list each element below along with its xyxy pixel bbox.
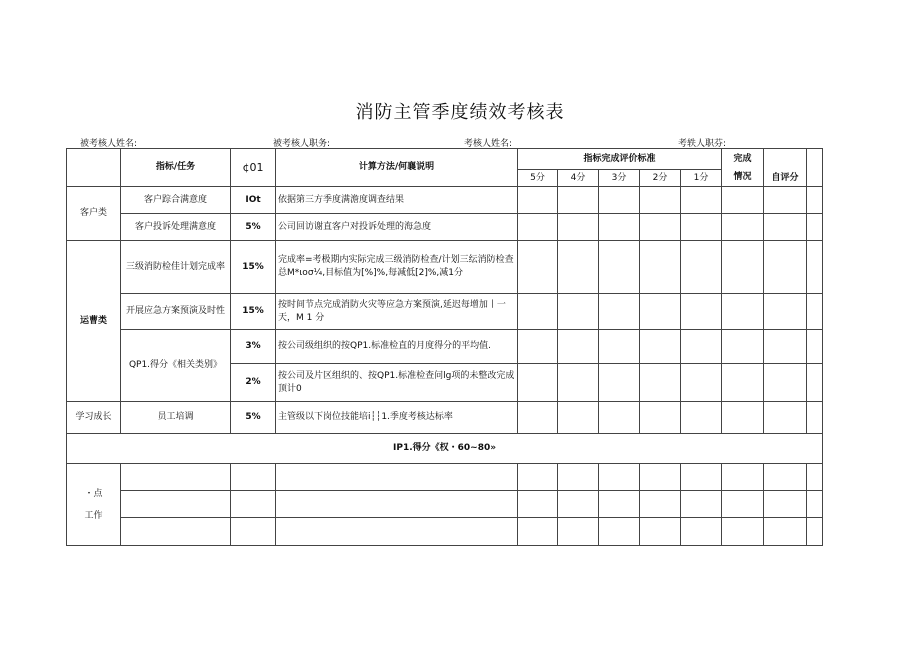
self-score-cell	[764, 294, 807, 330]
assessee-position-label: 被考核人职务:	[273, 139, 331, 149]
header-method: 计算方法/何襄说明	[276, 149, 518, 187]
key-work-cell	[121, 518, 231, 546]
score-cell	[518, 187, 558, 214]
indicator-drill: 开展应急方案预演及时性	[121, 294, 231, 330]
score-cell	[681, 330, 722, 364]
score-header-4: 4分	[558, 170, 599, 187]
key-work-cell	[276, 491, 518, 518]
score-cell	[681, 491, 722, 518]
key-work-dot: ・点	[84, 488, 103, 499]
score-cell	[599, 491, 640, 518]
score-cell	[681, 518, 722, 546]
method-qp1: 按公司级组织的按QP1.标准检直的月度得分的平均值.	[276, 330, 518, 364]
score-cell	[599, 187, 640, 214]
score-cell	[558, 402, 599, 434]
self-score-cell	[764, 187, 807, 214]
score-cell	[558, 491, 599, 518]
extra-cell	[807, 402, 823, 434]
score-cell	[558, 187, 599, 214]
category-key-work	[67, 464, 121, 546]
score-cell	[558, 518, 599, 546]
score-cell	[599, 464, 640, 491]
page-title: 消防主管季度绩效考核表	[355, 102, 565, 123]
category-learning: 学习成长	[67, 402, 121, 434]
key-work-cell	[121, 491, 231, 518]
indicator-qp: QP1.得分《相关类别》	[121, 330, 231, 402]
completion-cell	[722, 402, 764, 434]
extra-cell	[807, 241, 823, 294]
score-header-5: 5分	[518, 170, 558, 187]
score-cell	[681, 464, 722, 491]
assessment-table	[66, 148, 823, 546]
score-cell	[681, 364, 722, 402]
extra-cell	[807, 364, 823, 402]
score-cell	[599, 330, 640, 364]
score-cell	[640, 294, 681, 330]
completion-cell	[722, 187, 764, 214]
weight-training: 5%	[231, 402, 276, 434]
ip-summary-row: IP1.得分《权・60~80»	[67, 434, 823, 464]
header-indicator: 指标/任务	[121, 149, 231, 187]
completion-cell	[722, 241, 764, 294]
self-score-cell	[764, 464, 807, 491]
completion-cell	[722, 364, 764, 402]
score-cell	[640, 364, 681, 402]
score-cell	[518, 518, 558, 546]
score-cell	[640, 491, 681, 518]
weight-qp2: 2%	[231, 364, 276, 402]
score-cell	[518, 491, 558, 518]
method-satisfaction: 依据第三方季度满澹度调查结果	[276, 187, 518, 214]
key-work-cell	[121, 464, 231, 491]
key-work-cell	[231, 491, 276, 518]
score-cell	[599, 294, 640, 330]
score-cell	[640, 330, 681, 364]
score-cell	[518, 464, 558, 491]
header-standard: 指标完成评价标准	[518, 149, 722, 170]
extra-cell	[807, 294, 823, 330]
score-cell	[518, 364, 558, 402]
score-cell	[558, 330, 599, 364]
completion-cell	[722, 491, 764, 518]
indicator-inspection: 三级消防检佳计划完成率	[121, 241, 231, 294]
indicator-training: 员工培调	[121, 402, 231, 434]
key-work-cell	[231, 518, 276, 546]
method-training: 主管级以下岗位技能培i┆┆1.季度考核达标率	[276, 402, 518, 434]
self-score-cell	[764, 330, 807, 364]
score-cell	[681, 294, 722, 330]
score-cell	[518, 402, 558, 434]
score-header-3: 3分	[599, 170, 640, 187]
score-cell	[599, 518, 640, 546]
extra-cell	[807, 464, 823, 491]
score-cell	[640, 241, 681, 294]
indicator-satisfaction: 客户踪合满意度	[121, 187, 231, 214]
self-score-cell	[764, 214, 807, 241]
score-cell	[599, 241, 640, 294]
score-cell	[558, 364, 599, 402]
score-cell	[599, 364, 640, 402]
completion-cell	[722, 214, 764, 241]
score-cell	[640, 214, 681, 241]
self-score-cell	[764, 491, 807, 518]
completion-cell	[722, 518, 764, 546]
assessee-name-label: 被考核人姓名:	[80, 139, 138, 149]
score-cell	[681, 241, 722, 294]
completion-cell	[722, 464, 764, 491]
score-cell	[681, 402, 722, 434]
extra-cell	[807, 330, 823, 364]
method-drill: 按时间节点完成消防火灾等应急方案预演,延迟每增加丨一天，M 1 分	[276, 294, 518, 330]
extra-cell	[807, 214, 823, 241]
category-customer: 客户类	[67, 187, 121, 241]
score-cell	[558, 464, 599, 491]
extra-cell	[807, 518, 823, 546]
score-cell	[640, 187, 681, 214]
score-cell	[518, 294, 558, 330]
method-qp2: 按公司及片区组织的、按QP1.标准检查问lg项的未整改完成顶计0	[276, 364, 518, 402]
indicator-complaint: 客户投诉处理满意度	[121, 214, 231, 241]
extra-cell	[807, 187, 823, 214]
score-cell	[518, 214, 558, 241]
header-weight: ¢01	[231, 149, 276, 187]
header-category-cell	[67, 149, 121, 187]
score-cell	[599, 402, 640, 434]
method-complaint: 公司回访谢直客户对投诉处理的海急度	[276, 214, 518, 241]
score-cell	[681, 187, 722, 214]
method-inspection: 完成率=考极期内实际完成三级消防检查/计划三纭消防检查总M*ιoσ¼,目标值为[%]%,每减低[2]%,减1分	[276, 241, 518, 294]
score-cell	[681, 214, 722, 241]
self-score-cell	[764, 518, 807, 546]
assessor-position-label: 考轶人职芬:	[678, 139, 727, 149]
header-self-score: 自评分	[764, 149, 807, 187]
key-work-label: 工作	[84, 510, 103, 521]
category-operation: 运曹类	[67, 241, 121, 402]
weight-inspection: 15%	[231, 241, 276, 294]
score-cell	[558, 241, 599, 294]
key-work-cell	[276, 518, 518, 546]
self-score-cell	[764, 364, 807, 402]
weight-qp1: 3%	[231, 330, 276, 364]
key-work-cell	[276, 464, 518, 491]
header-extra-cell	[807, 149, 823, 187]
score-cell	[518, 241, 558, 294]
score-cell	[599, 214, 640, 241]
header-completion: 完成 情况	[722, 149, 764, 187]
weight-satisfaction: IOt	[231, 187, 276, 214]
completion-cell	[722, 294, 764, 330]
score-cell	[640, 464, 681, 491]
score-cell	[640, 518, 681, 546]
score-cell	[640, 402, 681, 434]
assessor-name-label: 考核人姓名:	[464, 139, 513, 149]
key-work-cell	[231, 464, 276, 491]
extra-cell	[807, 491, 823, 518]
score-header-2: 2分	[640, 170, 681, 187]
weight-drill: 15%	[231, 294, 276, 330]
score-cell	[558, 214, 599, 241]
weight-complaint: 5%	[231, 214, 276, 241]
self-score-cell	[764, 241, 807, 294]
score-header-1: 1分	[681, 170, 722, 187]
self-score-cell	[764, 402, 807, 434]
completion-cell	[722, 330, 764, 364]
score-cell	[518, 330, 558, 364]
score-cell	[558, 294, 599, 330]
